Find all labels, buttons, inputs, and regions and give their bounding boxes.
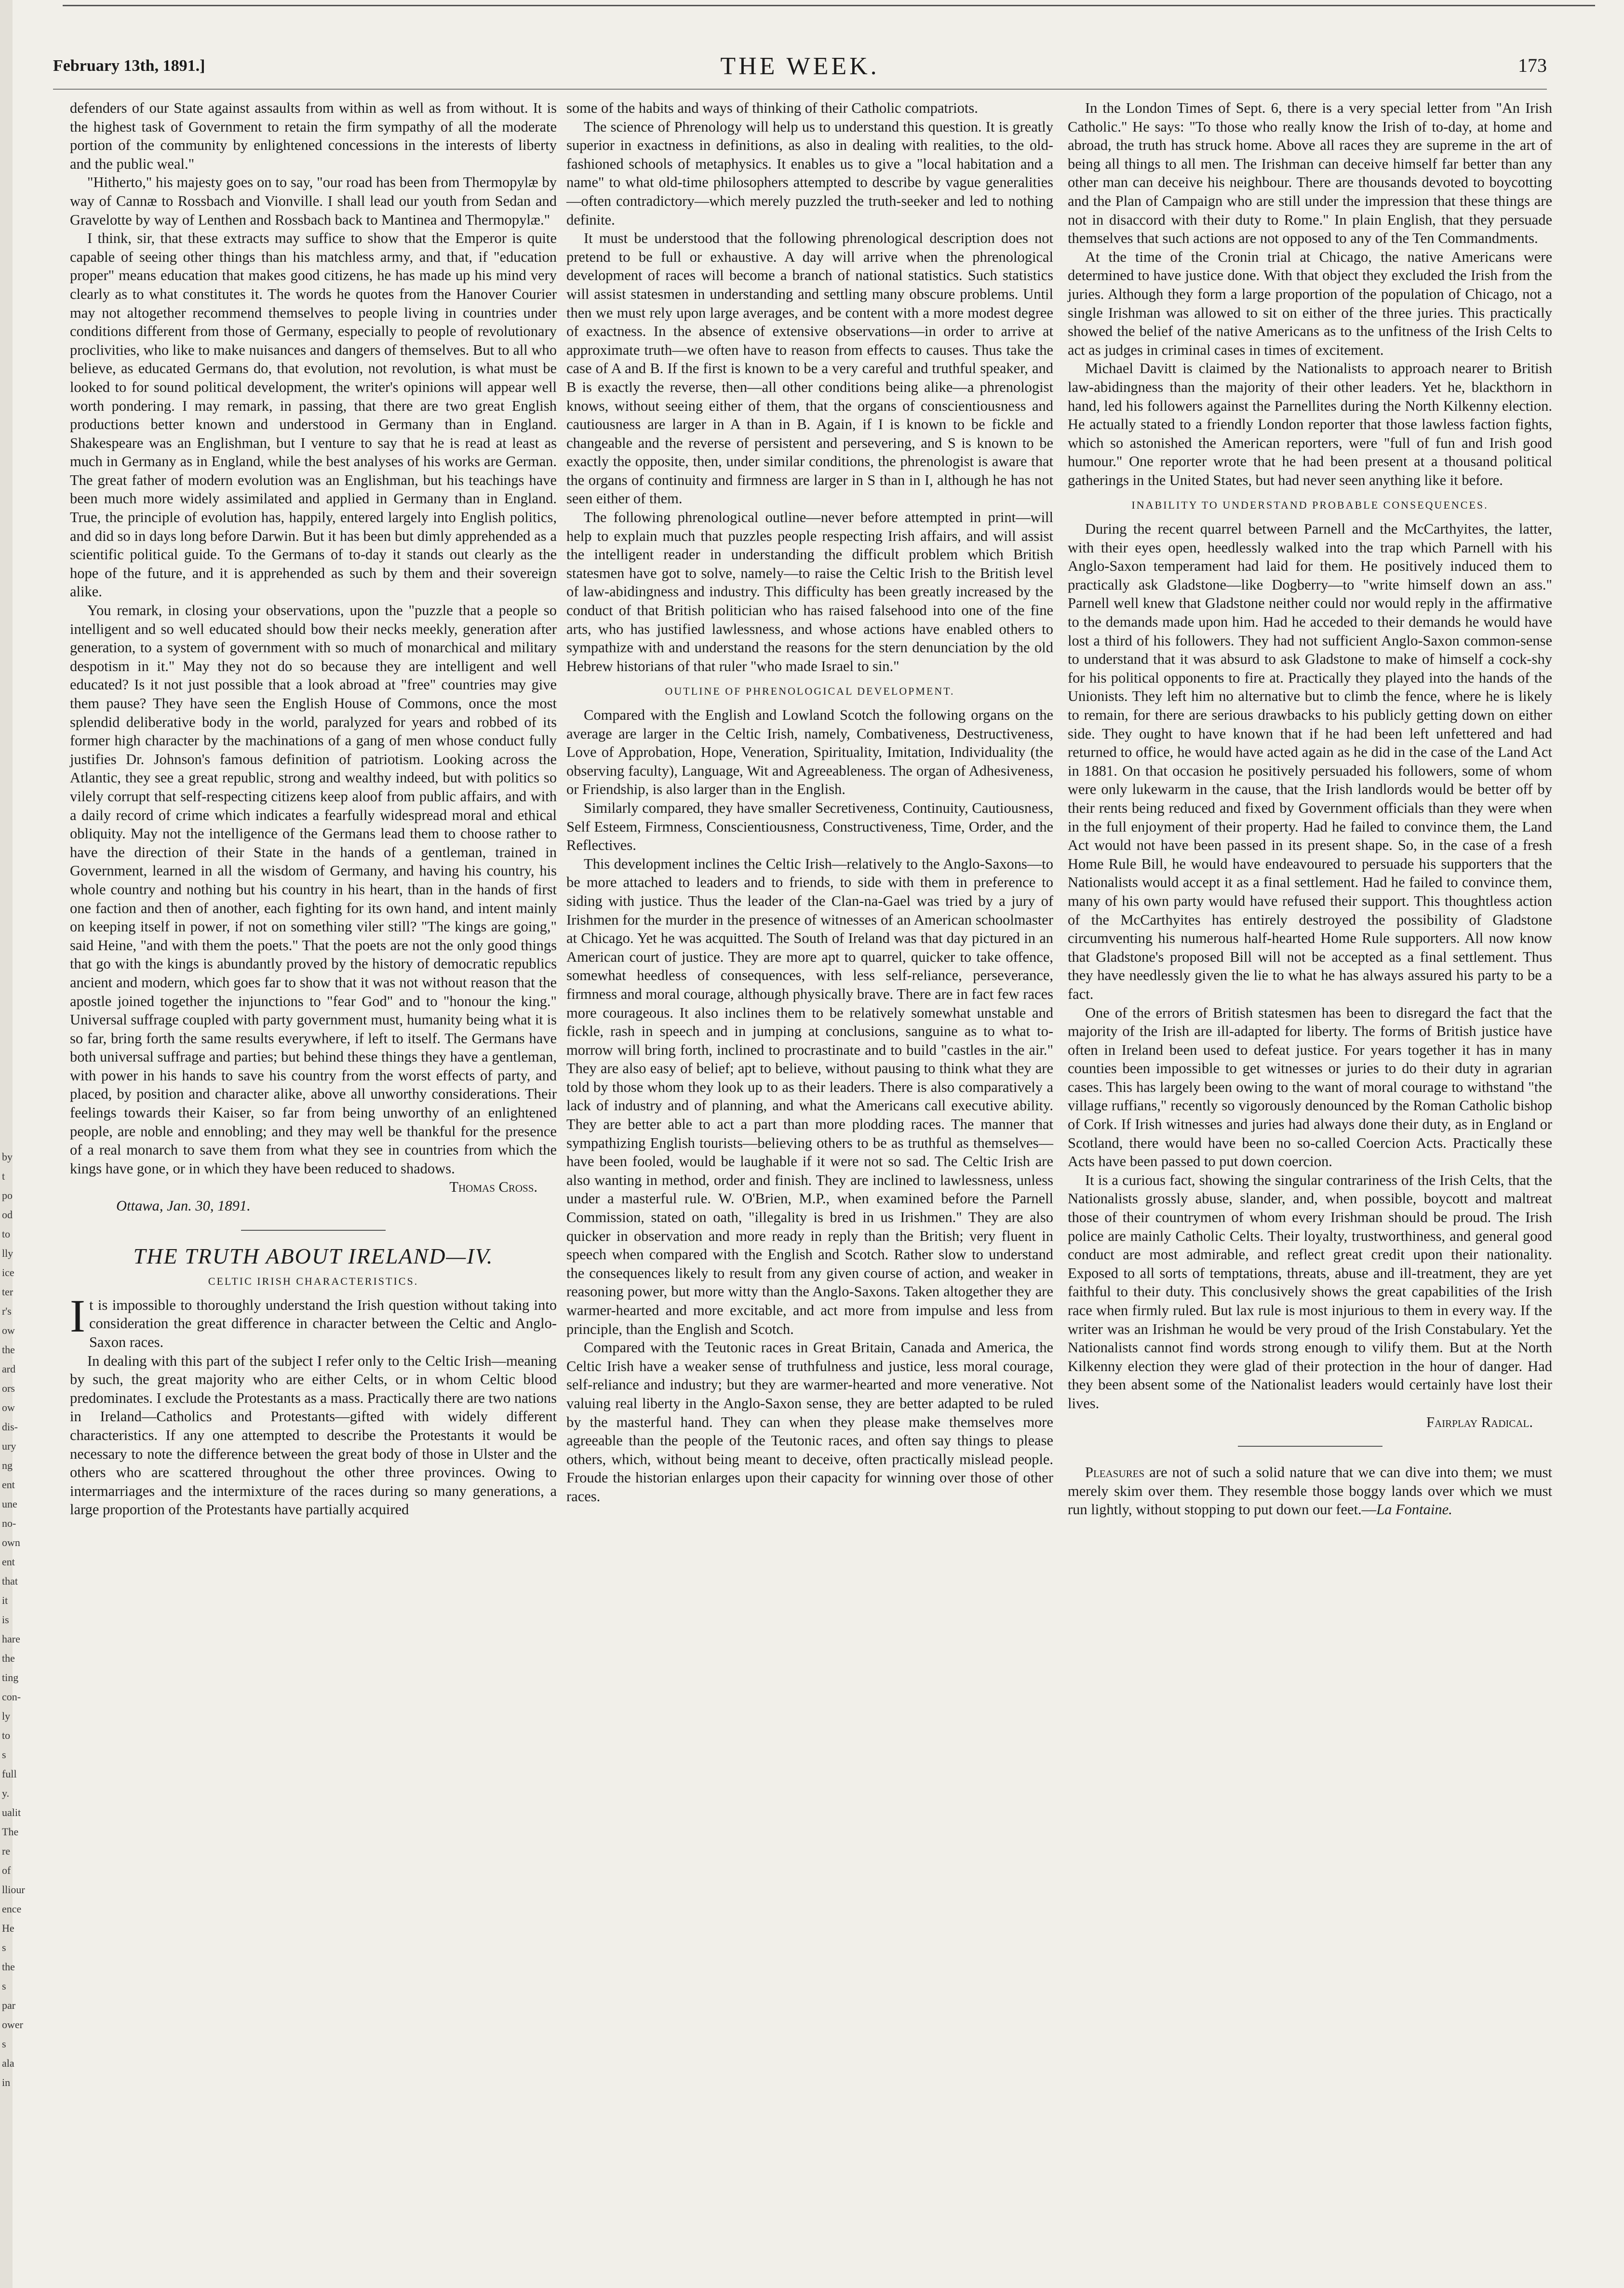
paragraph: defenders of our State against assaults from within as well as from without. It is the highest task of Government to retain the firm sympathy of all the moderate portion of the community by enlightened concessions in the interests of liberty and the public weal." xyxy=(70,100,557,172)
article-title: THE TRUTH ABOUT IRELAND—IV. xyxy=(133,1243,494,1268)
column-1 xyxy=(70,99,557,1519)
margin-fragment: s full xyxy=(2,1749,17,1780)
margin-fragment: ice xyxy=(2,1266,14,1279)
issue-date: February 13th, 1891.] xyxy=(53,57,205,75)
paragraph: One of the errors of British statesmen has been to disregard the fact that the majority of the Irish are ill-adapted for liberty. The forms of British justice have often in Ireland been used to defeat justice. For years together it has in many counties been impossible to get witnesses or juries to do their duty in agrarian cases. This has largely been owing to the want of moral courage to withstand "the village ruffians," recently so vigorously denounced by the Roman Catholic bishop of Cork. If Irish witnesses and juries had always done their duty, as in England or Scotland, there would have been no so-called Coercion Acts. Practically these Acts have been passed to put down coercion. xyxy=(1068,1004,1552,1170)
margin-fragment: own xyxy=(2,1536,20,1548)
paragraph: Michael Davitt is claimed by the Nationalists to approach nearer to British law-abidingness than the majority of their other leaders. Yet he, blackthorn in hand, led his followers against the Parnellites during the North Kilkenny election. He actually stated to a friendly London reporter that those lawless faction fights, which so astonished the American reporters, were "full of fun and Irish good humour." One reporter wrote that he had been present at a thousand political gatherings in the United States, but had never seen anything like it before. xyxy=(1068,360,1552,488)
column-3 xyxy=(1068,99,1552,1519)
margin-fragment: ard xyxy=(2,1363,16,1375)
margin-fragment: ting xyxy=(2,1671,19,1683)
margin-fragment: s the xyxy=(2,1941,15,1973)
margin-fragment: The xyxy=(2,1826,19,1838)
paragraph: In dealing with this part of the subject I refer only to the Celtic Irish—meaning by such, the great majority who are either Celts, or in whom Celtic blood predominates. I exclude the Protestants as a mass. Practically there are two nations in Ireland—Catholics and Protestants—gifted with widely different characteristics. If any one attempted to describe the Protestants it would be necessary to note the difference between the great body of those in Ulster and the others who are scattered throughout the other three provinces. Owing to intermarriages and the intermixture of the races during so many generations, a large proportion of the Protestants have partially acquired xyxy=(70,1352,557,1518)
margin-fragment: y. xyxy=(2,1787,10,1799)
margin-fragment: ter xyxy=(2,1286,13,1298)
paragraph: It is a curious fact, showing the singular contrariness of the Irish Celts, that the Nationalists grossly abuse, slander, and, when possible, boycott and maltreat those of their countrymen of whom every Irishman should be proud. The Irish police are mainly Catholic Celts. Their loyalty, trustworthiness, and general good conduct are most admirable, and reflect great credit upon their nationality. Exposed to all sorts of temptations, threats, abuse and ill-treatment, they are yet faithful to their duty. This conclusively shows the great capabilities of the Irish race when firmly ruled. But lax rule is most injurious to them in every way. If the writer was an Irishman he would be very proud of the Irish Constabulary. Yet the Nationalists cannot find words strong enough to vilify them. But at the North Kilkenny election they were glad of their protection in the hour of danger. Had they been absent some of the Nationalist leaders would certainly have lost their lives. xyxy=(1068,1171,1552,1412)
margin-fragment: ent xyxy=(2,1556,15,1568)
paragraph: Compared with the English and Lowland Scotch the following organs on the average are larger in the Celtic Irish, namely, Combativeness, Destructiveness, Love of Approbation, Hope, Veneration, Spirituality, Imitation, Individuality (the observing faculty), Language, Wit and Agreeableness. The organ of Adhesiveness, or Friendship, is also larger than in the English. xyxy=(566,707,1053,798)
margin-fragment: hare xyxy=(2,1633,20,1645)
section-subhead: OUTLINE OF PHRENOLOGICAL DEVELOPMENT. xyxy=(665,685,955,698)
letter-signature: Thomas Cross. xyxy=(449,1179,537,1196)
paragraph: Compared with the Teutonic races in Great Britain, Canada and America, the Celtic Irish have a weaker sense of truthfulness and justice, less moral courage, self-reliance and industry; but they are warmer-hearted and more venerative. Not valuing real liberty in the Anglo-Saxon sense, they are better adapted to be ruled by the masterful hand. They can when they please make themselves more agreeable than the people of the Teutonic races, and often say things to please others, which, without being meant to deceive, often practically mislead people. Froude the historian enlarges upon their capacity for winning over those of other races. xyxy=(566,1339,1053,1505)
paragraph-text: t is impossible to thoroughly understand the Irish question without taking into consideration the great difference in character between the Celtic and Anglo-Saxon races. xyxy=(89,1296,557,1350)
margin-fragment: s ala xyxy=(2,2038,14,2069)
section-subhead: INABILITY TO UNDERSTAND PROBABLE CONSEQUENCES. xyxy=(1131,499,1489,511)
paragraph-lead xyxy=(70,1290,557,1352)
margin-fragment: ence xyxy=(2,1903,22,1915)
quote-author: La Fontaine. xyxy=(1376,1501,1452,1518)
margin-fragment: ly to xyxy=(2,1710,11,1741)
section-divider xyxy=(241,1230,386,1231)
margin-fragment: ury xyxy=(2,1440,16,1452)
margin-fragment: od xyxy=(2,1209,13,1221)
paragraph: You remark, in closing your observations, upon the "puzzle that a people so intelligent and so well educated should bow their necks meekly, generation after generation, to a system of government with so much of monarchical and military despotism in it." May they not do so because they are intelligent and well educated? Is it not just possible that a look abroad at "free" countries may give them pause? They have seen the English House of Commons, once the most splendid deliberative body in the world, paralyzed for years and robbed of its former high character by the machinations of a gang of men whose conduct fully justifies Dr. Johnson's famous definition of patriotism. Looking across the Atlantic, they see a great republic, strong and wealthy indeed, but with politics so vilely corrupt that self-respecting citizens keep aloof from public affairs, and with a daily record of crime which indicates a fearfully widespread moral and ethical obliquity. May not the intelligence of the Germans lead them to choose rather to have the direction of their State in the hands of a gentleman, trained in Government, learned in all the wisdom of Germany, and having his country, his whole country and nothing but his country in his heart, than in the hands of first one faction and then of another, each fighting for its own hand, and intent mainly on keeping itself in power, if not on something viler still? "The kings are going," said Heine, "and with them the poets." That the poets are not the only good things that go with the kings is abundantly proved by the history of democratic republics ancient and modern, which goes far to show that it was not without reason that the apostle joined together the injunctions to "fear God" and to "honour the king." Universal suffrage coupled with party government must, humanity being what it is so far, bring forth the same results everywhere, if left to itself. The Germans have both universal suffrage and parties; but behind these things they have a gentleman, with power in his hands to save his country from the worst effects of party, and placed, by position and character alike, above all unworthy considerations. Their feelings towards their Kaiser, so far from being unworthy of an enlightened people, are noble and ennobling; and they may well be thankful for the presence of a real monarch to save them from what they see in countries from which the kings have gone, or in which they have been reduced to shadows. xyxy=(70,602,557,1177)
closing-quote xyxy=(1068,1463,1552,1519)
page-header xyxy=(53,52,1547,86)
quote-lead: Pleasures xyxy=(1085,1464,1145,1481)
facing-page-fragments xyxy=(2,1147,25,2092)
margin-fragment: po xyxy=(2,1189,13,1201)
paragraph: In the London Times of Sept. 6, there is a very special letter from "An Irish Catholic." He says: "To those who really know the Irish of to-day, at home and abroad, the truth has struck home. Above all races they are supreme in the art of being all things to all men. The Irishman can deceive himself far better than any other man can deceive his neighbour. There are thousands devoted to boycotting and the Plan of Campaign who are still under the impression that these things are not in disaccord with their duty to Rome." In plain English, that they persuade themselves that such actions are not opposed to any of the Ten Commandments. xyxy=(1068,100,1552,247)
margin-fragment: con- xyxy=(2,1691,21,1703)
article-signature: Fairplay Radical. xyxy=(1426,1413,1533,1430)
paragraph: Similarly compared, they have smaller Secretiveness, Continuity, Cautiousness, Self Esteem, Firmness, Conscientiousness, Constructiveness, Time, Order, and the Reflectives. xyxy=(566,799,1053,854)
column-2 xyxy=(566,99,1053,1506)
paragraph: "Hitherto," his majesty goes on to say, "our road has been from Thermopylæ by way of Cannæ to Rossbach and Vionville. I shall lead our youth from Sedan and Gravelotte by way of Lenthen and Rossbach back to Mantinea and Thermopylæ." xyxy=(70,174,557,228)
margin-fragment: ow xyxy=(2,1324,15,1336)
section-divider xyxy=(1238,1446,1382,1447)
paragraph: some of the habits and ways of thinking of their Catholic compatriots. xyxy=(566,100,978,116)
paragraph: The science of Phrenology will help us to understand this question. It is greatly superior in exactness in definitions, as also in dealing with realities, to the old-fashioned schools of metaphysics. It enables us to give a "local habitation and a name" to what old-time philosophers attempted to describe by vague generalities—often contradictory—which merely puzzled the truth-seeker and led to nothing definite. xyxy=(566,118,1053,228)
quote-body: are not of such a solid nature that we can dive into them; we must merely skim over them. They resemble those boggy lands over which we must run lightly, without stopping to put down our feet.— xyxy=(1068,1464,1552,1518)
paragraph: At the time of the Cronin trial at Chicago, the native Americans were determined to have justice done. With that object they excluded the Irish from the juries. Although they form a large proportion of the population of Chicago, not a single Irishman was allowed to sit on either of the three juries. This practically showed the belief of the native Americans as to the unfitness of the Irish Celts to act as judges in criminal cases in times of excitement. xyxy=(1068,248,1552,358)
masthead-title: THE WEEK. xyxy=(720,53,880,80)
margin-fragment: ow xyxy=(2,1401,15,1413)
margin-fragment: the xyxy=(2,1652,15,1664)
letter-dateline: Ottawa, Jan. 30, 1891. xyxy=(116,1198,251,1214)
margin-fragment: re of xyxy=(2,1845,11,1876)
paragraph: I think, sir, that these extracts may suffice to show that the Emperor is quite capable of seeing other things than his matchless army, and that, if "education proper" means education that makes good citizens, he has made up his mind very clearly as to what constitutes it. The words he quotes from the Hanover Courier may not altogether recommend themselves to people living in countries under conditions different from those of Germany, especially to people of revolutionary proclivities, who like to make nuisances and dangers of themselves. But to all who believe, as educated Germans do, that evolution, not revolution, is what must be looked to for sound political development, the writer's opinions will appear well worth pondering. I may remark, in passing, that there are two great English productions better known and understood in Germany than in England. Shakespeare was an Englishman, but I venture to say that he is read at least as much in Germany as in England, while the best analyses of his works are German. The great father of modern evolution was an Englishman, but his teachings have been much more widely assimilated and applied in Germany than in England. True, the principle of evolution has, happily, entered largely into English politics, and did so in days long before Darwin. But it has been but dimly apprehended as a scientific political guide. To the Germans of to-day it stands out clearly as the hope of the future, and it is apprehended as such by them and their sovereign alike. xyxy=(70,230,557,600)
margin-fragment: une xyxy=(2,1498,17,1510)
margin-fragment: ower xyxy=(2,2019,23,2031)
margin-fragment: it is xyxy=(2,1594,9,1626)
margin-fragment: dis- xyxy=(2,1421,18,1433)
margin-fragment: He xyxy=(2,1922,14,1934)
paragraph: The following phrenological outline—never before attempted in print—will help to explain much that puzzles people respecting Irish affairs, and will assist the intelligent reader in understanding the difficult problem which British statesmen have got to solve, namely—to raise the Celtic Irish to the British level of law-abidingness and industry. This difficulty has been greatly increased by the conduct of that British politician who has raised falsehood into one of the fine arts, who has justified lawlessness, and whose actions have enabled others to sympathize with and understand the reasons for the stern denunciation by the old Hebrew historians of that ruler "who made Israel to sin." xyxy=(566,509,1053,674)
margin-fragment: r's xyxy=(2,1305,12,1317)
paragraph: This development inclines the Celtic Irish—relatively to the Anglo-Saxons—to be more attached to leaders and to friends, to side with them in preference to siding with justice. Thus the leader of the Clan-na-Gael was tried by a jury of Irishmen for the murder in the presence of witnesses of an American schoolmaster at Chicago. Yet he was acquitted. The South of Ireland was that day pictured in an American court of justice. They are more apt to quarrel, quicker to take offence, somewhat heedless of consequences, with less self-reliance, perseverance, firmness and moral courage, although physically brave. There are in fact few races more courageous. It also inclines them to be relatively somewhat unstable and fickle, rash in speech and in jumping at conclusions, sanguine as to what to-morrow will bring forth, inclined to procrastinate and to build "castles in the air." They are also easy of belief; apt to believe, without pausing to think what they are told by those whom they look up to as their leaders. There is also comparatively a lack of industry and of planning, and what the Americans call executive ability. They are better able to act a part than more plodding races. The manner that sympathizing English tourists—believing others to be as truthful as themselves—have been fooled, would be laughable if it were not so sad. The Celtic Irish are also wanting in method, order and finish. They are inclined to lawlessness, unless under a masterful rule. W. O'Brien, M.P., when examined before the Parnell Commission, stated on oath, "illegality is bred in us Irishmen." They are also quicker in observation and more ready in reply than the British; very fluent in speech when compared with the English and Scotch. Rather slow to understand the consequences likely to result from any given course of action, and weaker in reasoning power, but more witty than the Anglo-Saxons. Taken altogether they are warmer-hearted and more excitable, and act more from impulse and less from principle, than the English and Scotch. xyxy=(566,855,1053,1337)
margin-fragment: in xyxy=(2,2076,11,2088)
header-rule xyxy=(53,89,1547,90)
margin-fragment: lly xyxy=(2,1247,13,1259)
margin-fragment: ng xyxy=(2,1459,13,1471)
paragraph: During the recent quarrel between Parnell and the McCarthyites, the latter, with their eyes open, heedlessly walked into the trap which Parnell with his Anglo-Saxon temperament had laid for them. He positively induced them to practically ask Gladstone—like Dogberry—to "write himself down an ass." Parnell well knew that Gladstone neither could nor would reply in the affirmative to the demands made upon him. Had he acceded to their demands he would have lost a third of his followers. They had not sufficient Anglo-Saxon common-sense to understand that it was absurd to ask Gladstone to make of himself a cock-shy for his political opponents to fire at. Practically they played into the hands of the Unionists. They left him no alternative but to climb the fence, where he is likely to remain, for there are serious drawbacks to his publicly getting down on either side. They ought to have known that if he had been left unfettered and had returned to office, he would have acted again as he did in the case of the Land Act in 1881. On that occasion he positively persuaded his followers, some of whom were only lukewarm in the cause, that the Irish landlords would be better off by their rents being reduced and fixed by Government officials than they were when in the full enjoyment of their property. Had he failed to convince them, the Land Act would not have been passed in its present shape. So, in the case of a fresh Home Rule Bill, he would have endeavoured to persuade his supporters that the Nationalists would accept it as a final settlement. Had he failed to convince them, many of his own party would have refused their support. This thoughtless action of the McCarthyites has entirely destroyed the possibility of Gladstone circumventing his numerous half-hearted Home Rule supporters. All now know that Gladstone's proposed Bill will not be accepted as a final settlement. Thus they have needlessly given the lie to what he has always assured his party to be a fact. xyxy=(1068,521,1552,1002)
margin-fragment: t xyxy=(2,1170,5,1182)
margin-fragment: lliour xyxy=(2,1884,25,1896)
margin-fragment: ors xyxy=(2,1382,15,1394)
top-rule xyxy=(63,5,1595,6)
margin-fragment: ent xyxy=(2,1479,15,1491)
margin-fragment: ualit xyxy=(2,1806,21,1818)
page-number: 173 xyxy=(1518,54,1547,76)
drop-cap: I xyxy=(70,1290,85,1342)
paragraph: It must be understood that the following phrenological description does not pretend to be full or exhaustive. A day will arrive when the phrenological development of races will become a branch of national statistics. Such statistics will assist statesmen in understanding and settling many obscure problems. Until then we must rely upon large averages, and be content with a more modest degree of exactness. In the absence of extensive observations—in order to arrive at approximate truth—we often have to reason from effects to causes. Thus take the case of A and B. If the first is known to be a very careful and truthful speaker, and B is exactly the reverse, then—all other conditions being alike—a phrenologist knows, without seeing either of them, that the organs of conscientiousness and cautiousness are larger in A than in B. Again, if I is known to be fickle and changeable and the reverse of persistent and persevering, and S is known to be exactly the opposite, then, under similar conditions, the phrenologist is aware that the organs of continuity and firmness are larger in S than in I, although he has not seen either of them. xyxy=(566,230,1053,507)
margin-fragment: s par xyxy=(2,1980,16,2011)
margin-fragment: that xyxy=(2,1575,18,1587)
margin-fragment: no- xyxy=(2,1517,16,1529)
section-subhead: CELTIC IRISH CHARACTERISTICS. xyxy=(208,1275,419,1288)
margin-fragment: the xyxy=(2,1344,15,1356)
margin-fragment: to xyxy=(2,1228,11,1240)
margin-fragment: by xyxy=(2,1151,13,1163)
